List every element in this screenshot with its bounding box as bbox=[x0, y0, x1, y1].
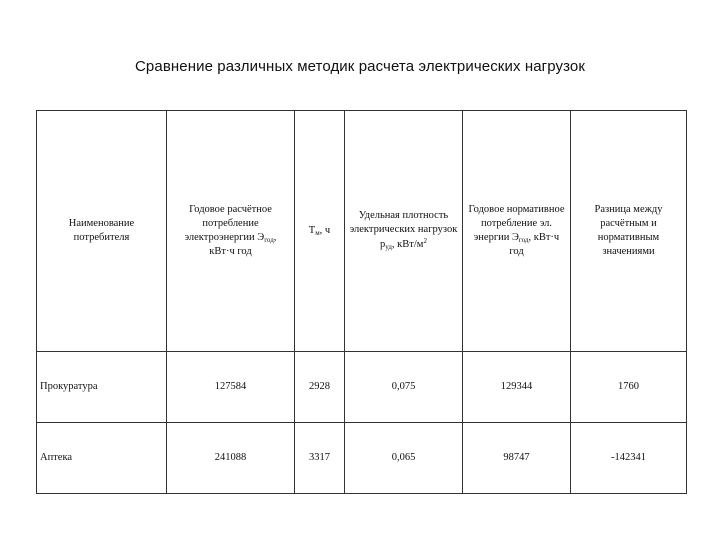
cell-annual-calculated: 127584 bbox=[167, 352, 295, 423]
header-annual-calculated-consumption: Годовое расчётное потребление электроэнергии $Э_{год}$, кВт·ч год bbox=[167, 111, 295, 352]
table-header-row bbox=[37, 111, 687, 352]
header-annual-normative-consumption: Годовое нормативное потребление эл. энергии $Э_{год}$, кВт·ч год bbox=[463, 111, 571, 352]
header-difference: Разница между расчётным и нормативным значениями bbox=[571, 111, 687, 352]
table-row bbox=[37, 423, 687, 494]
page-title: Сравнение различных методик расчета электрических нагрузок bbox=[135, 58, 585, 75]
cell-difference: 1760 bbox=[571, 352, 687, 423]
cell-consumer-name: Прокуратура bbox=[37, 352, 167, 423]
header-tm-hours: $Т_м$, ч bbox=[295, 111, 345, 352]
cell-difference: -142341 bbox=[571, 423, 687, 494]
header-consumer-name: Наименование потребителя bbox=[37, 111, 167, 352]
cell-density: 0,065 bbox=[345, 423, 463, 494]
cell-annual-normative: 129344 bbox=[463, 352, 571, 423]
cell-annual-calculated: 241088 bbox=[167, 423, 295, 494]
cell-annual-normative: 98747 bbox=[463, 423, 571, 494]
cell-tm: 2928 bbox=[295, 352, 345, 423]
header-specific-load-density: Удельная плотность электрических нагрузок $p_{уд}$, кВт/$м^2$ bbox=[345, 111, 463, 352]
cell-consumer-name: Аптека bbox=[37, 423, 167, 494]
cell-tm: 3317 bbox=[295, 423, 345, 494]
table-row bbox=[37, 352, 687, 423]
cell-density: 0,075 bbox=[345, 352, 463, 423]
comparison-table bbox=[36, 110, 687, 494]
